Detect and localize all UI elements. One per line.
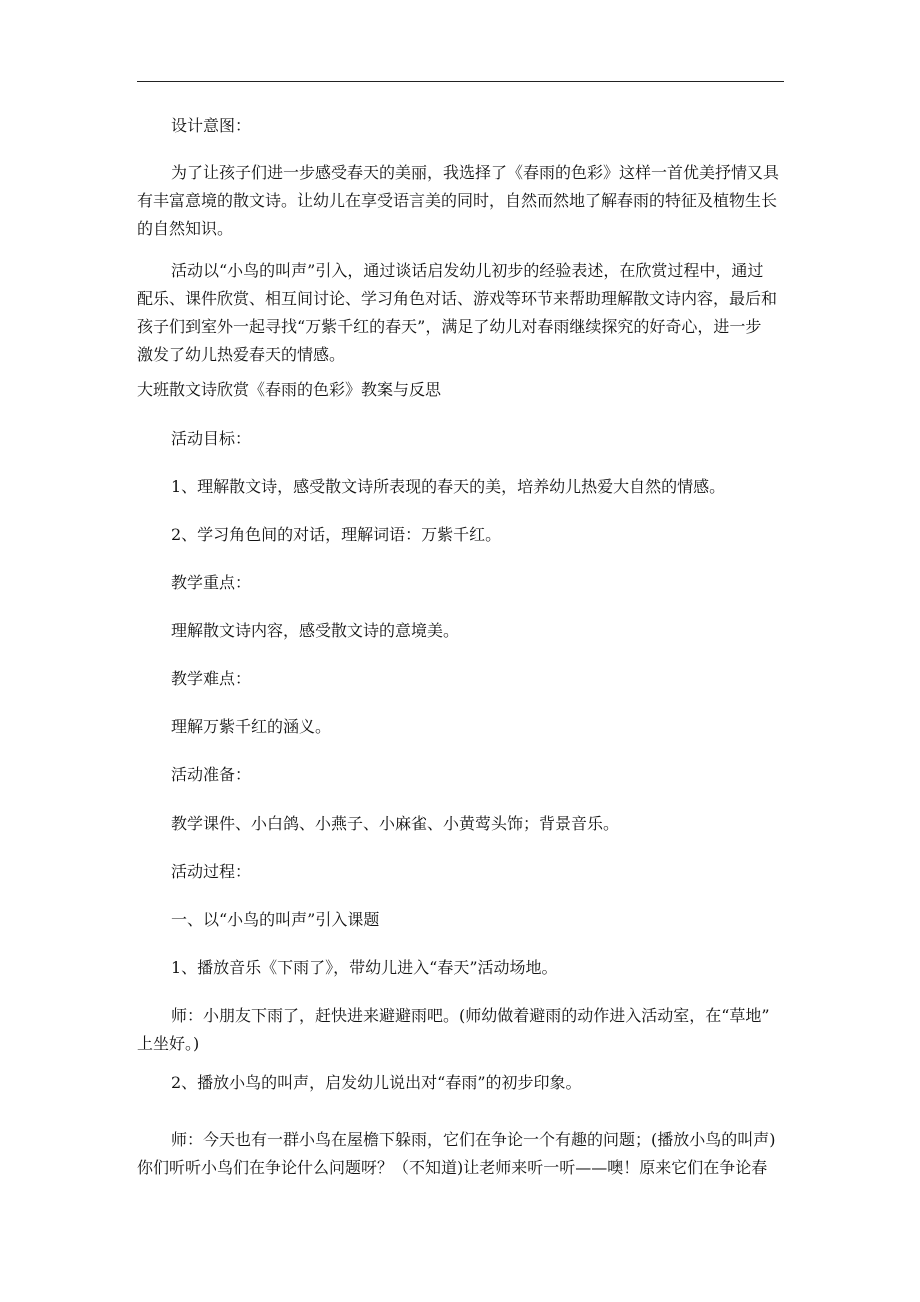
- prep-heading: 活动准备：: [171, 765, 252, 784]
- paragraph-line: 的自然知识。: [137, 219, 234, 238]
- step-1-item-1: 1、播放音乐《下雨了》，带幼儿进入“春天”活动场地。: [171, 958, 558, 977]
- paragraph-line: 有丰富意境的散文诗。让幼儿在享受语言美的同时，自然而然地了解春雨的特征及植物生长: [137, 191, 778, 210]
- difficulty-text: 理解万紫千红的涵义。: [171, 717, 332, 736]
- document-title: 大班散文诗欣赏《春雨的色彩》教案与反思: [137, 380, 442, 399]
- goal-item-2: 2、学习角色间的对话，理解词语：万紫千红。: [171, 525, 502, 544]
- teacher-line-1: [137, 1002, 787, 1058]
- paragraph-line: 配乐、课件欣赏、相互间讨论、学习角色对话、游戏等环节来帮助理解散文诗内容，最后和: [137, 289, 778, 308]
- paragraph-line: 活动以“小鸟的叫声”引入，通过谈话启发幼儿初步的经验表述，在欣赏过程中，通过: [171, 261, 764, 280]
- paragraph-line: 上坐好。): [137, 1034, 200, 1053]
- difficulty-heading: 教学难点：: [171, 669, 252, 688]
- design-paragraph-1: [137, 159, 787, 243]
- step-1-item-2: 2、播放小鸟的叫声，启发幼儿说出对“春雨”的初步印象。: [171, 1073, 582, 1092]
- paragraph-line: 师：小朋友下雨了，赶快进来避避雨吧。(师幼做着避雨的动作进入活动室，在“草地”: [171, 1006, 770, 1025]
- paragraph-line: 师：今天也有一群小鸟在屋檐下躲雨，它们在争论一个有趣的问题；(播放小鸟的叫声): [171, 1130, 776, 1149]
- goal-item-1: 1、理解散文诗，感受散文诗所表现的春天的美，培养幼儿热爱大自然的情感。: [171, 477, 726, 496]
- design-heading: 设计意图：: [171, 116, 252, 135]
- paragraph-line: 你们听听小鸟们在争论什么问题呀？（不知道)让老师来听一听——噢！原来它们在争论春: [137, 1158, 768, 1177]
- process-heading: 活动过程：: [171, 862, 252, 881]
- goals-heading: 活动目标：: [171, 429, 252, 448]
- paragraph-line: 为了让孩子们进一步感受春天的美丽，我选择了《春雨的色彩》这样一首优美抒情又具: [171, 163, 780, 182]
- key-text: 理解散文诗内容，感受散文诗的意境美。: [171, 621, 460, 640]
- design-paragraph-2: [137, 257, 787, 369]
- prep-text: 教学课件、小白鸽、小燕子、小麻雀、小黄莺头饰；背景音乐。: [171, 814, 620, 833]
- key-heading: 教学重点：: [171, 573, 252, 592]
- paragraph-line: 激发了幼儿热爱春天的情感。: [137, 345, 346, 364]
- teacher-line-2: [137, 1126, 787, 1182]
- step-1-heading: 一、以“小鸟的叫声”引入课题: [171, 910, 380, 929]
- header-rule: [137, 81, 784, 82]
- paragraph-line: 孩子们到室外一起寻找“万紫千红的春天”，满足了幼儿对春雨继续探究的好奇心，进一步: [137, 317, 762, 336]
